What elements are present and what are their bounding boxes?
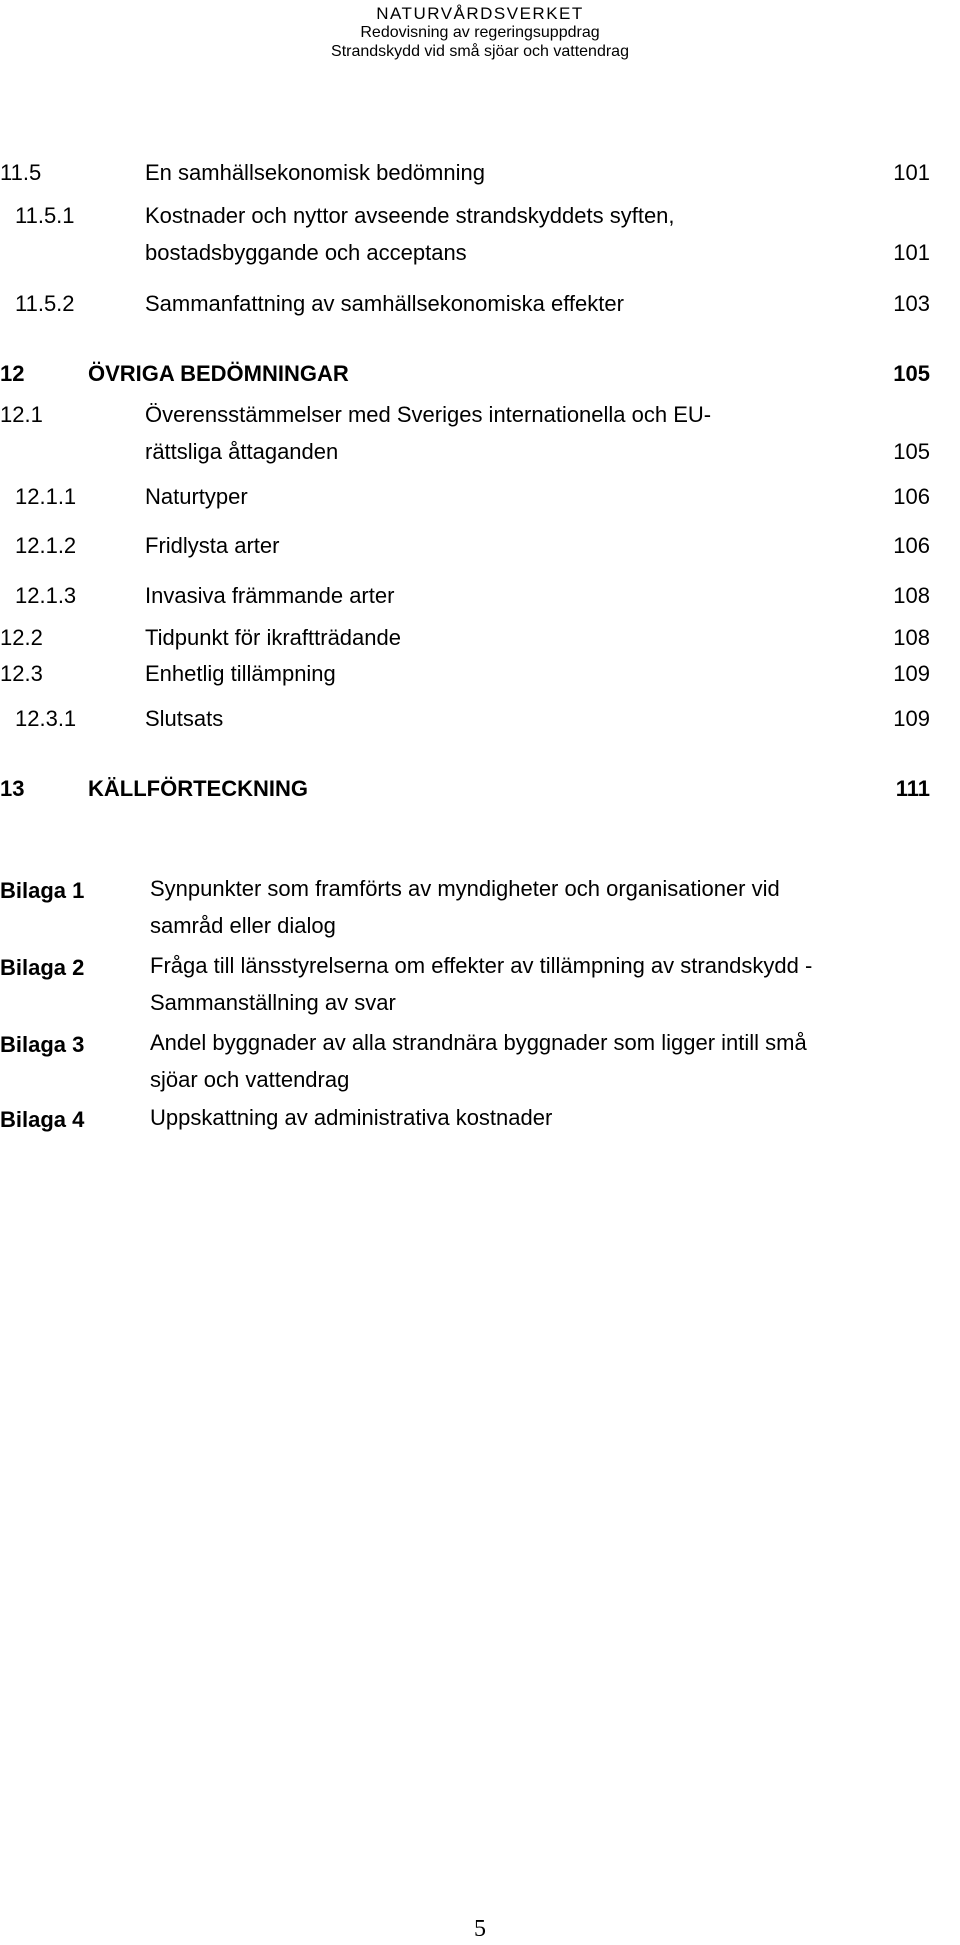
toc-title: Enhetlig tillämpning bbox=[145, 661, 336, 686]
toc-entry[interactable] bbox=[0, 396, 930, 470]
toc-page: 101 bbox=[893, 240, 930, 265]
toc-number: 12 bbox=[0, 361, 25, 386]
header-report-type: Redovisning av regeringsuppdrag bbox=[360, 24, 600, 41]
toc-page: 105 bbox=[893, 361, 930, 386]
toc-title: Sammanfattning av samhällsekonomiska effekter bbox=[145, 291, 624, 316]
toc-page: 109 bbox=[893, 661, 930, 686]
toc-entry[interactable] bbox=[0, 700, 930, 737]
toc-number: 11.5 bbox=[0, 160, 42, 185]
toc-number: 12.1.3 bbox=[15, 583, 77, 608]
toc-title: Invasiva främmande arter bbox=[145, 583, 395, 608]
toc-title: Fridlysta arter bbox=[145, 533, 280, 558]
appendix-label: Bilaga 2 bbox=[0, 955, 85, 980]
toc-number: 13 bbox=[0, 776, 25, 801]
toc-page: 108 bbox=[893, 625, 930, 650]
appendix-title-line: Fråga till länsstyrelserna om effekter av tillämpning av strandskydd - bbox=[150, 953, 813, 978]
appendix-title-line: sjöar och vattendrag bbox=[150, 1067, 350, 1092]
toc-page: 109 bbox=[893, 706, 930, 731]
toc-title: Naturtyper bbox=[145, 484, 248, 509]
toc-number: 11.5.2 bbox=[15, 291, 75, 316]
toc-entry[interactable] bbox=[0, 478, 930, 515]
appendix-title[interactable] bbox=[150, 1024, 950, 1098]
toc-title: Kostnader och nyttor avseende strandskyddets syften, bbox=[145, 203, 675, 228]
toc-entry[interactable] bbox=[0, 770, 930, 807]
appendix-title[interactable] bbox=[150, 947, 950, 1021]
toc-page: 106 bbox=[893, 533, 930, 558]
toc-entry[interactable] bbox=[0, 655, 930, 692]
toc-entry[interactable] bbox=[0, 355, 930, 392]
toc-number: 12.1.2 bbox=[15, 533, 77, 558]
toc-page: 103 bbox=[893, 291, 930, 316]
toc-page: 105 bbox=[893, 439, 930, 464]
header-report-title: Strandskydd vid små sjöar och vattendrag bbox=[331, 43, 629, 60]
page-number: 5 bbox=[474, 1916, 486, 1942]
toc-entry[interactable] bbox=[0, 285, 930, 322]
toc-title: ÖVRIGA BEDÖMNINGAR bbox=[88, 361, 349, 386]
toc-number: 12.3 bbox=[0, 661, 43, 686]
toc-page: 106 bbox=[893, 484, 930, 509]
toc-entry[interactable] bbox=[0, 619, 930, 656]
header-org: NATURVÅRDSVERKET bbox=[376, 4, 584, 23]
toc-page: 108 bbox=[893, 583, 930, 608]
toc-title-continued: rättsliga åttaganden bbox=[145, 439, 339, 464]
toc-entry[interactable] bbox=[0, 154, 930, 191]
appendix-title-line: Sammanställning av svar bbox=[150, 990, 396, 1015]
appendix-title-line: Synpunkter som framförts av myndigheter och organisationer vid bbox=[150, 876, 780, 901]
appendix-title[interactable] bbox=[150, 870, 950, 944]
toc-number: 11.5.1 bbox=[15, 203, 75, 228]
toc-page: 111 bbox=[895, 776, 930, 801]
toc-number: 12.3.1 bbox=[15, 706, 77, 731]
appendix-title-line: Uppskattning av administrativa kostnader bbox=[150, 1105, 553, 1130]
toc-title: Tidpunkt för ikraftträdande bbox=[145, 625, 401, 650]
toc-title: KÄLLFÖRTECKNING bbox=[88, 776, 308, 801]
toc-number: 12.2 bbox=[0, 625, 43, 650]
toc-entry[interactable] bbox=[0, 577, 930, 614]
toc-page: 101 bbox=[893, 160, 930, 185]
toc-entry[interactable] bbox=[0, 527, 930, 564]
document-header bbox=[0, 4, 960, 61]
toc-number: 12.1 bbox=[0, 402, 43, 427]
appendix-label: Bilaga 4 bbox=[0, 1107, 85, 1132]
appendix-title-line: Andel byggnader av alla strandnära byggnader som ligger intill små bbox=[150, 1030, 807, 1055]
toc-entry[interactable] bbox=[0, 197, 930, 271]
toc-title: En samhällsekonomisk bedömning bbox=[145, 160, 485, 185]
toc-number: 12.1.1 bbox=[15, 484, 77, 509]
appendix-label: Bilaga 3 bbox=[0, 1032, 85, 1057]
appendix-title[interactable] bbox=[150, 1099, 950, 1136]
appendix-title-line: samråd eller dialog bbox=[150, 913, 336, 938]
toc-title: Överensstämmelser med Sveriges internationella och EU- bbox=[145, 402, 712, 427]
toc-title: Slutsats bbox=[145, 706, 224, 731]
appendix-label: Bilaga 1 bbox=[0, 878, 85, 903]
toc-title-continued: bostadsbyggande och acceptans bbox=[145, 240, 467, 265]
